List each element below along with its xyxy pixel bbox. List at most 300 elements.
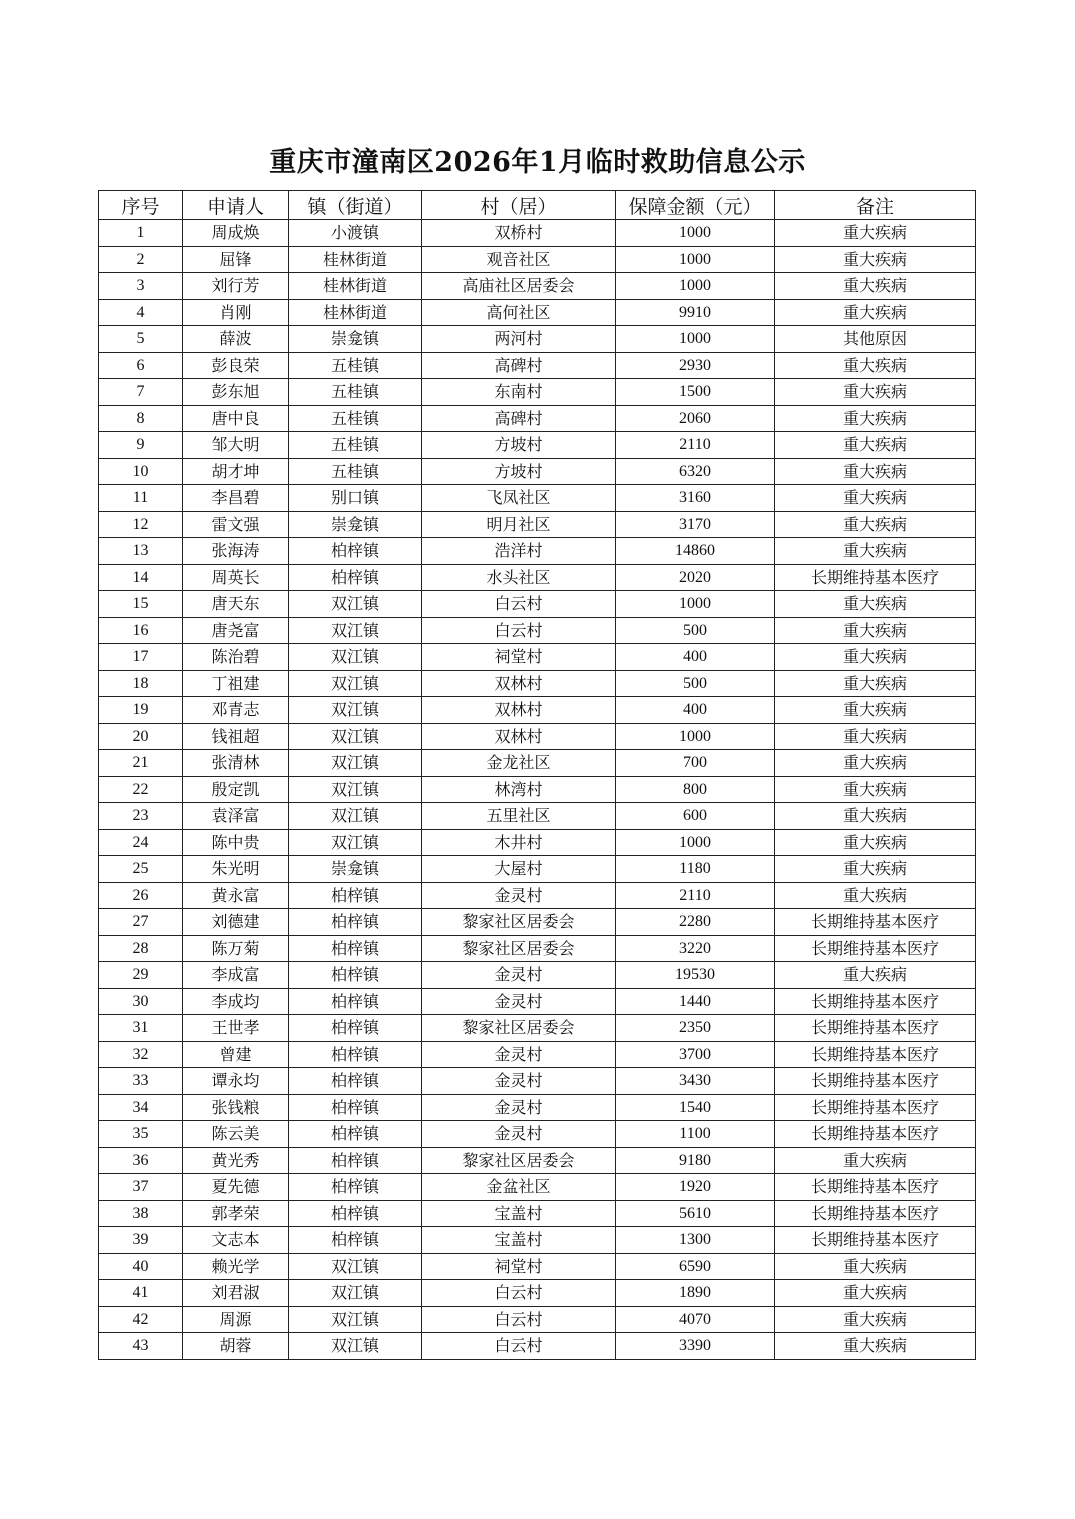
- cell-index: 23: [99, 803, 183, 830]
- cell-town: 桂林街道: [289, 246, 422, 273]
- table-row: [99, 564, 976, 591]
- cell-index: 34: [99, 1094, 183, 1121]
- cell-applicant: 肖刚: [183, 299, 289, 326]
- cell-town: 五桂镇: [289, 379, 422, 406]
- cell-town: 双江镇: [289, 750, 422, 777]
- cell-village: 金盆社区: [422, 1174, 616, 1201]
- cell-index: 24: [99, 829, 183, 856]
- table-row: [99, 750, 976, 777]
- cell-amount: 1440: [616, 988, 775, 1015]
- cell-remark: 重大疾病: [775, 352, 976, 379]
- cell-village: 高碑村: [422, 352, 616, 379]
- cell-amount: 3700: [616, 1041, 775, 1068]
- cell-remark: 长期维持基本医疗: [775, 1200, 976, 1227]
- cell-village: 观音社区: [422, 246, 616, 273]
- cell-applicant: 钱祖超: [183, 723, 289, 750]
- cell-town: 柏梓镇: [289, 1174, 422, 1201]
- cell-applicant: 郭孝荣: [183, 1200, 289, 1227]
- table-row: [99, 909, 976, 936]
- table-row: [99, 1200, 976, 1227]
- cell-amount: 3220: [616, 935, 775, 962]
- cell-index: 12: [99, 511, 183, 538]
- cell-remark: 重大疾病: [775, 644, 976, 671]
- cell-village: 东南村: [422, 379, 616, 406]
- cell-index: 31: [99, 1015, 183, 1042]
- cell-village: 高碑村: [422, 405, 616, 432]
- cell-amount: 1000: [616, 246, 775, 273]
- cell-village: 明月社区: [422, 511, 616, 538]
- table-row: [99, 935, 976, 962]
- cell-index: 33: [99, 1068, 183, 1095]
- cell-town: 双江镇: [289, 776, 422, 803]
- cell-applicant: 文志本: [183, 1227, 289, 1254]
- cell-index: 1: [99, 220, 183, 247]
- table-row: [99, 1333, 976, 1360]
- cell-amount: 700: [616, 750, 775, 777]
- cell-remark: 重大疾病: [775, 829, 976, 856]
- table-row: [99, 1253, 976, 1280]
- cell-applicant: 邹大明: [183, 432, 289, 459]
- cell-remark: 重大疾病: [775, 670, 976, 697]
- cell-index: 35: [99, 1121, 183, 1148]
- cell-remark: 重大疾病: [775, 511, 976, 538]
- cell-remark: 重大疾病: [775, 458, 976, 485]
- cell-amount: 2110: [616, 882, 775, 909]
- cell-applicant: 周成焕: [183, 220, 289, 247]
- cell-amount: 1890: [616, 1280, 775, 1307]
- cell-index: 16: [99, 617, 183, 644]
- cell-town: 双江镇: [289, 829, 422, 856]
- cell-town: 五桂镇: [289, 352, 422, 379]
- cell-town: 柏梓镇: [289, 1227, 422, 1254]
- table-row: [99, 988, 976, 1015]
- cell-remark: 重大疾病: [775, 1147, 976, 1174]
- cell-amount: 3390: [616, 1333, 775, 1360]
- cell-village: 黎家社区居委会: [422, 909, 616, 936]
- cell-town: 桂林街道: [289, 273, 422, 300]
- document-title: 重庆市潼南区2026年1月临时救助信息公示: [269, 147, 806, 178]
- table-row: [99, 644, 976, 671]
- cell-amount: 1920: [616, 1174, 775, 1201]
- cell-amount: 1000: [616, 591, 775, 618]
- cell-town: 双江镇: [289, 1306, 422, 1333]
- table-row: [99, 1227, 976, 1254]
- cell-applicant: 邓青志: [183, 697, 289, 724]
- cell-town: 柏梓镇: [289, 909, 422, 936]
- cell-index: 14: [99, 564, 183, 591]
- header-remark: 备注: [775, 191, 976, 220]
- table-row: [99, 299, 976, 326]
- cell-town: 柏梓镇: [289, 564, 422, 591]
- cell-index: 22: [99, 776, 183, 803]
- cell-index: 29: [99, 962, 183, 989]
- cell-applicant: 丁祖建: [183, 670, 289, 697]
- cell-applicant: 李成均: [183, 988, 289, 1015]
- cell-amount: 19530: [616, 962, 775, 989]
- cell-remark: 重大疾病: [775, 697, 976, 724]
- cell-village: 金灵村: [422, 1041, 616, 1068]
- cell-index: 36: [99, 1147, 183, 1174]
- table-row: [99, 511, 976, 538]
- cell-village: 双林村: [422, 670, 616, 697]
- cell-village: 白云村: [422, 1333, 616, 1360]
- cell-index: 38: [99, 1200, 183, 1227]
- header-row: [99, 191, 976, 220]
- cell-village: 白云村: [422, 1280, 616, 1307]
- cell-village: 金灵村: [422, 1068, 616, 1095]
- cell-remark: 重大疾病: [775, 246, 976, 273]
- cell-amount: 1000: [616, 220, 775, 247]
- cell-town: 桂林街道: [289, 299, 422, 326]
- cell-village: 高庙社区居委会: [422, 273, 616, 300]
- cell-village: 祠堂村: [422, 644, 616, 671]
- cell-village: 金灵村: [422, 882, 616, 909]
- cell-remark: 重大疾病: [775, 379, 976, 406]
- cell-applicant: 彭东旭: [183, 379, 289, 406]
- cell-town: 双江镇: [289, 670, 422, 697]
- cell-town: 柏梓镇: [289, 1015, 422, 1042]
- cell-applicant: 殷定凯: [183, 776, 289, 803]
- cell-village: 双林村: [422, 697, 616, 724]
- cell-index: 18: [99, 670, 183, 697]
- cell-applicant: 朱光明: [183, 856, 289, 883]
- cell-amount: 400: [616, 644, 775, 671]
- table-row: [99, 856, 976, 883]
- header-village: 村（居）: [422, 191, 616, 220]
- cell-remark: 长期维持基本医疗: [775, 1041, 976, 1068]
- cell-amount: 6320: [616, 458, 775, 485]
- cell-town: 双江镇: [289, 591, 422, 618]
- cell-remark: 重大疾病: [775, 591, 976, 618]
- cell-amount: 800: [616, 776, 775, 803]
- cell-remark: 重大疾病: [775, 1253, 976, 1280]
- table-row: [99, 617, 976, 644]
- cell-remark: 重大疾病: [775, 882, 976, 909]
- cell-town: 双江镇: [289, 1280, 422, 1307]
- cell-town: 双江镇: [289, 644, 422, 671]
- cell-remark: 重大疾病: [775, 405, 976, 432]
- cell-amount: 1300: [616, 1227, 775, 1254]
- cell-applicant: 唐中良: [183, 405, 289, 432]
- cell-village: 水头社区: [422, 564, 616, 591]
- cell-remark: 重大疾病: [775, 1306, 976, 1333]
- cell-amount: 2280: [616, 909, 775, 936]
- cell-index: 4: [99, 299, 183, 326]
- cell-index: 2: [99, 246, 183, 273]
- cell-village: 白云村: [422, 617, 616, 644]
- table-row: [99, 246, 976, 273]
- cell-applicant: 周英长: [183, 564, 289, 591]
- cell-village: 宝盖村: [422, 1227, 616, 1254]
- cell-index: 8: [99, 405, 183, 432]
- cell-applicant: 张清林: [183, 750, 289, 777]
- cell-amount: 14860: [616, 538, 775, 565]
- cell-index: 41: [99, 1280, 183, 1307]
- cell-village: 方坡村: [422, 458, 616, 485]
- cell-amount: 2110: [616, 432, 775, 459]
- cell-remark: 长期维持基本医疗: [775, 1174, 976, 1201]
- cell-town: 柏梓镇: [289, 988, 422, 1015]
- table-row: [99, 1174, 976, 1201]
- header-applicant: 申请人: [183, 191, 289, 220]
- cell-village: 双桥村: [422, 220, 616, 247]
- cell-index: 39: [99, 1227, 183, 1254]
- header-index: 序号: [99, 191, 183, 220]
- cell-village: 双林村: [422, 723, 616, 750]
- cell-remark: 长期维持基本医疗: [775, 909, 976, 936]
- cell-amount: 1540: [616, 1094, 775, 1121]
- cell-village: 宝盖村: [422, 1200, 616, 1227]
- cell-village: 浩洋村: [422, 538, 616, 565]
- cell-village: 高何社区: [422, 299, 616, 326]
- cell-remark: 重大疾病: [775, 776, 976, 803]
- cell-village: 木井村: [422, 829, 616, 856]
- cell-remark: 长期维持基本医疗: [775, 1015, 976, 1042]
- cell-applicant: 张钱粮: [183, 1094, 289, 1121]
- table-row: [99, 1121, 976, 1148]
- cell-amount: 2350: [616, 1015, 775, 1042]
- table-row: [99, 538, 976, 565]
- cell-remark: 重大疾病: [775, 1333, 976, 1360]
- cell-town: 小渡镇: [289, 220, 422, 247]
- table-row: [99, 670, 976, 697]
- cell-town: 双江镇: [289, 803, 422, 830]
- cell-applicant: 胡才坤: [183, 458, 289, 485]
- cell-amount: 3160: [616, 485, 775, 512]
- cell-index: 17: [99, 644, 183, 671]
- table-row: [99, 1068, 976, 1095]
- cell-index: 9: [99, 432, 183, 459]
- cell-index: 15: [99, 591, 183, 618]
- cell-town: 柏梓镇: [289, 1068, 422, 1095]
- cell-amount: 1000: [616, 829, 775, 856]
- cell-amount: 400: [616, 697, 775, 724]
- cell-remark: 长期维持基本医疗: [775, 988, 976, 1015]
- header-amount: 保障金额（元）: [616, 191, 775, 220]
- table-row: [99, 485, 976, 512]
- cell-village: 五里社区: [422, 803, 616, 830]
- cell-town: 柏梓镇: [289, 935, 422, 962]
- cell-amount: 2060: [616, 405, 775, 432]
- table-row: [99, 962, 976, 989]
- cell-remark: 重大疾病: [775, 273, 976, 300]
- table-row: [99, 1094, 976, 1121]
- cell-index: 25: [99, 856, 183, 883]
- cell-applicant: 唐天东: [183, 591, 289, 618]
- cell-applicant: 屈锋: [183, 246, 289, 273]
- cell-village: 方坡村: [422, 432, 616, 459]
- cell-remark: 长期维持基本医疗: [775, 935, 976, 962]
- cell-town: 别口镇: [289, 485, 422, 512]
- cell-village: 黎家社区居委会: [422, 1015, 616, 1042]
- cell-village: 大屋村: [422, 856, 616, 883]
- cell-remark: 重大疾病: [775, 803, 976, 830]
- cell-index: 32: [99, 1041, 183, 1068]
- cell-amount: 1100: [616, 1121, 775, 1148]
- cell-amount: 2020: [616, 564, 775, 591]
- cell-applicant: 李昌碧: [183, 485, 289, 512]
- cell-index: 19: [99, 697, 183, 724]
- cell-remark: 重大疾病: [775, 538, 976, 565]
- cell-amount: 500: [616, 617, 775, 644]
- cell-remark: 长期维持基本医疗: [775, 1227, 976, 1254]
- header-town: 镇（街道）: [289, 191, 422, 220]
- table-row: [99, 352, 976, 379]
- cell-applicant: 陈万菊: [183, 935, 289, 962]
- cell-applicant: 陈治碧: [183, 644, 289, 671]
- cell-remark: 重大疾病: [775, 432, 976, 459]
- table-row: [99, 723, 976, 750]
- table-row: [99, 1280, 976, 1307]
- cell-amount: 2930: [616, 352, 775, 379]
- cell-town: 双江镇: [289, 1333, 422, 1360]
- cell-applicant: 谭永均: [183, 1068, 289, 1095]
- cell-applicant: 曾建: [183, 1041, 289, 1068]
- cell-index: 43: [99, 1333, 183, 1360]
- cell-town: 五桂镇: [289, 458, 422, 485]
- cell-applicant: 李成富: [183, 962, 289, 989]
- cell-index: 13: [99, 538, 183, 565]
- cell-town: 柏梓镇: [289, 1200, 422, 1227]
- cell-index: 30: [99, 988, 183, 1015]
- cell-town: 柏梓镇: [289, 1121, 422, 1148]
- cell-town: 柏梓镇: [289, 1041, 422, 1068]
- cell-town: 柏梓镇: [289, 882, 422, 909]
- table-row: [99, 776, 976, 803]
- cell-index: 20: [99, 723, 183, 750]
- cell-amount: 1000: [616, 326, 775, 353]
- table-row: [99, 1015, 976, 1042]
- cell-index: 5: [99, 326, 183, 353]
- cell-applicant: 赖光学: [183, 1253, 289, 1280]
- cell-village: 飞凤社区: [422, 485, 616, 512]
- cell-index: 28: [99, 935, 183, 962]
- table-row: [99, 1147, 976, 1174]
- table-row: [99, 379, 976, 406]
- cell-amount: 1500: [616, 379, 775, 406]
- table-body: [99, 220, 976, 1360]
- cell-remark: 重大疾病: [775, 723, 976, 750]
- cell-town: 柏梓镇: [289, 538, 422, 565]
- cell-amount: 500: [616, 670, 775, 697]
- table-row: [99, 697, 976, 724]
- cell-applicant: 黄光秀: [183, 1147, 289, 1174]
- table-row: [99, 220, 976, 247]
- cell-applicant: 唐尧富: [183, 617, 289, 644]
- table-row: [99, 458, 976, 485]
- cell-town: 五桂镇: [289, 432, 422, 459]
- cell-amount: 5610: [616, 1200, 775, 1227]
- table-row: [99, 882, 976, 909]
- cell-index: 37: [99, 1174, 183, 1201]
- cell-applicant: 薛波: [183, 326, 289, 353]
- cell-index: 27: [99, 909, 183, 936]
- cell-remark: 长期维持基本医疗: [775, 564, 976, 591]
- cell-amount: 3170: [616, 511, 775, 538]
- cell-index: 26: [99, 882, 183, 909]
- cell-index: 10: [99, 458, 183, 485]
- cell-village: 金灵村: [422, 962, 616, 989]
- cell-village: 两河村: [422, 326, 616, 353]
- cell-village: 金灵村: [422, 1094, 616, 1121]
- cell-remark: 重大疾病: [775, 750, 976, 777]
- table-row: [99, 405, 976, 432]
- cell-applicant: 刘德建: [183, 909, 289, 936]
- cell-village: 金龙社区: [422, 750, 616, 777]
- cell-applicant: 雷文强: [183, 511, 289, 538]
- cell-village: 金灵村: [422, 1121, 616, 1148]
- table-row: [99, 803, 976, 830]
- cell-applicant: 夏先德: [183, 1174, 289, 1201]
- cell-index: 40: [99, 1253, 183, 1280]
- cell-amount: 4070: [616, 1306, 775, 1333]
- cell-village: 林湾村: [422, 776, 616, 803]
- cell-town: 双江镇: [289, 697, 422, 724]
- relief-table: [98, 190, 976, 1360]
- cell-amount: 1000: [616, 723, 775, 750]
- cell-remark: 重大疾病: [775, 617, 976, 644]
- cell-remark: 长期维持基本医疗: [775, 1068, 976, 1095]
- cell-applicant: 周源: [183, 1306, 289, 1333]
- cell-remark: 长期维持基本医疗: [775, 1121, 976, 1148]
- cell-town: 崇龛镇: [289, 856, 422, 883]
- cell-village: 白云村: [422, 591, 616, 618]
- cell-applicant: 刘行芳: [183, 273, 289, 300]
- cell-remark: 重大疾病: [775, 1280, 976, 1307]
- table-row: [99, 1306, 976, 1333]
- cell-applicant: 彭良荣: [183, 352, 289, 379]
- cell-index: 21: [99, 750, 183, 777]
- cell-applicant: 陈中贵: [183, 829, 289, 856]
- cell-town: 柏梓镇: [289, 962, 422, 989]
- table-row: [99, 1041, 976, 1068]
- cell-applicant: 陈云美: [183, 1121, 289, 1148]
- cell-town: 双江镇: [289, 723, 422, 750]
- cell-amount: 3430: [616, 1068, 775, 1095]
- table-row: [99, 432, 976, 459]
- cell-index: 3: [99, 273, 183, 300]
- cell-applicant: 刘君淑: [183, 1280, 289, 1307]
- cell-applicant: 黄永富: [183, 882, 289, 909]
- cell-index: 7: [99, 379, 183, 406]
- cell-town: 崇龛镇: [289, 511, 422, 538]
- cell-remark: 重大疾病: [775, 485, 976, 512]
- cell-village: 祠堂村: [422, 1253, 616, 1280]
- table-row: [99, 591, 976, 618]
- cell-town: 五桂镇: [289, 405, 422, 432]
- cell-amount: 600: [616, 803, 775, 830]
- cell-remark: 其他原因: [775, 326, 976, 353]
- cell-applicant: 袁泽富: [183, 803, 289, 830]
- cell-amount: 1180: [616, 856, 775, 883]
- cell-town: 崇龛镇: [289, 326, 422, 353]
- cell-remark: 重大疾病: [775, 220, 976, 247]
- cell-town: 双江镇: [289, 1253, 422, 1280]
- cell-index: 11: [99, 485, 183, 512]
- cell-town: 柏梓镇: [289, 1147, 422, 1174]
- cell-remark: 长期维持基本医疗: [775, 1094, 976, 1121]
- cell-amount: 9910: [616, 299, 775, 326]
- table-row: [99, 326, 976, 353]
- cell-index: 6: [99, 352, 183, 379]
- cell-town: 双江镇: [289, 617, 422, 644]
- cell-village: 黎家社区居委会: [422, 935, 616, 962]
- cell-village: 金灵村: [422, 988, 616, 1015]
- cell-remark: 重大疾病: [775, 299, 976, 326]
- cell-village: 白云村: [422, 1306, 616, 1333]
- cell-applicant: 胡蓉: [183, 1333, 289, 1360]
- cell-amount: 6590: [616, 1253, 775, 1280]
